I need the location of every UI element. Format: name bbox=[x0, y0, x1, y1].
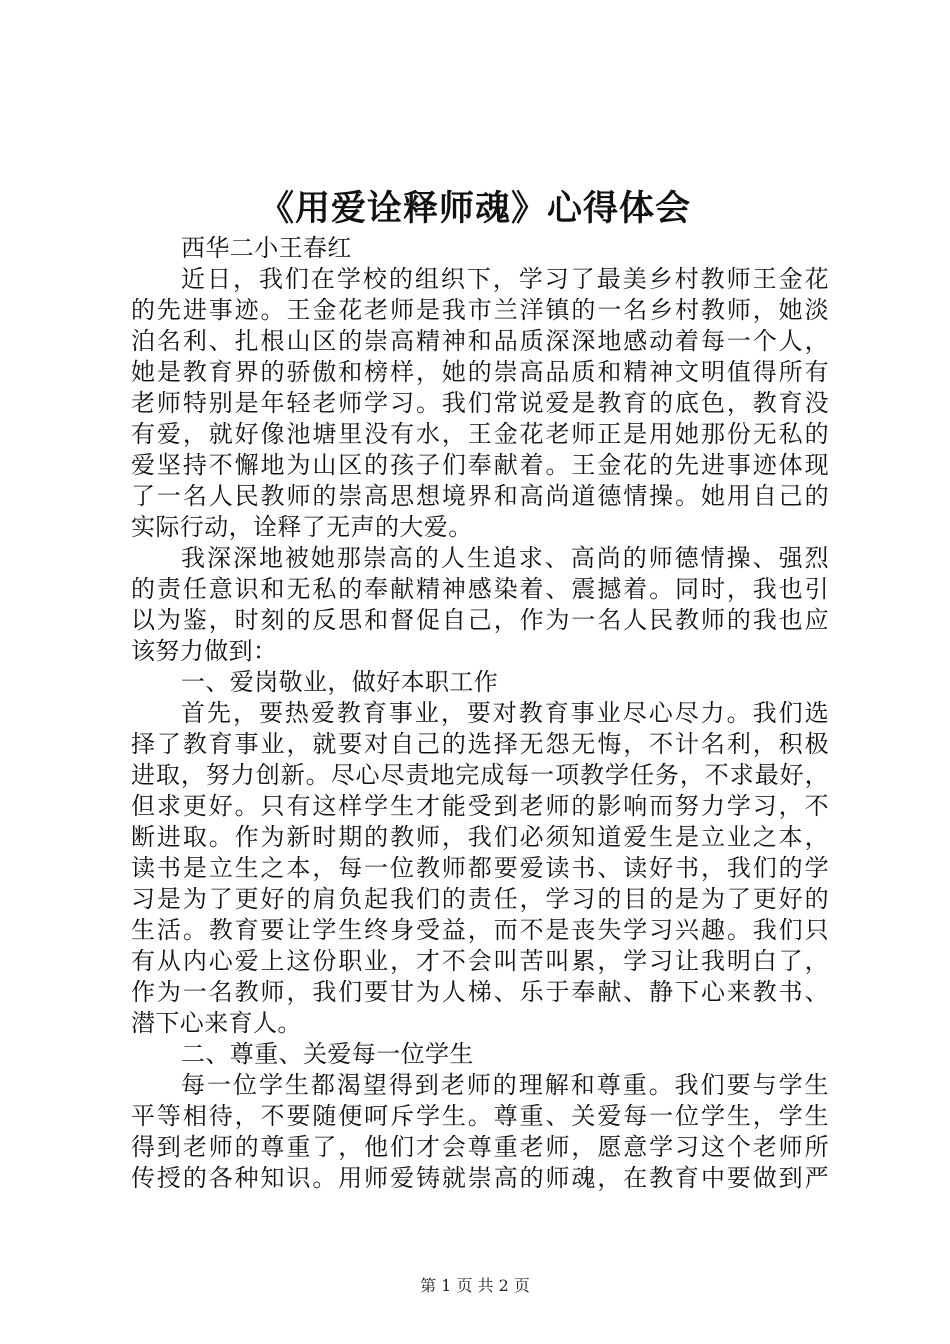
section-heading: 二、尊重、关爱每一位学生 bbox=[181, 1040, 474, 1068]
body-lines bbox=[131, 264, 829, 1194]
text-line: 泊名利、扎根山区的崇高精神和品质深深地感动着每一个人， bbox=[131, 327, 829, 355]
text-line: 断进取。作为新时期的教师，我们必须知道爱生是立业之本， bbox=[131, 823, 829, 851]
text-line: 老师特别是年轻老师学习。我们常说爱是教育的底色，教育没 bbox=[131, 389, 829, 417]
text-line: 传授的各种知识。用师爱铸就崇高的师魂，在教育中要做到严 bbox=[131, 1164, 829, 1192]
text-line: 该努力做到： bbox=[131, 637, 278, 665]
text-line: 近日，我们在学校的组织下，学习了最美乡村教师王金花 bbox=[181, 265, 829, 293]
section-heading: 一、爱岗敬业，做好本职工作 bbox=[181, 668, 499, 696]
document-title: 《用爱诠释师魂》心得体会 bbox=[258, 189, 691, 229]
text-line: 她是教育界的骄傲和榜样，她的崇高品质和精神文明值得所有 bbox=[131, 358, 829, 386]
text-line: 的先进事迹。王金花老师是我市兰洋镇的一名乡村教师，她淡 bbox=[131, 296, 829, 324]
text-line: 了一名人民教师的崇高思想境界和高尚道德情操。她用自己的 bbox=[131, 482, 829, 510]
author-line: 西华二小王春红 bbox=[181, 234, 352, 262]
text-line: 实际行动，诠释了无声的大爱。 bbox=[131, 513, 473, 541]
document-body bbox=[131, 233, 829, 1194]
text-line: 得到老师的尊重了，他们才会尊重老师，愿意学习这个老师所 bbox=[131, 1133, 829, 1161]
text-line: 生活。教育要让学生终身受益，而不是丧失学习兴趣。我们只 bbox=[131, 916, 829, 944]
text-line: 进取，努力创新。尽心尽责地完成每一项教学任务，不求最好， bbox=[131, 761, 829, 789]
text-line: 习是为了更好的肩负起我们的责任，学习的目的是为了更好的 bbox=[131, 885, 829, 913]
page-footer: 第 1 页 共 2 页 bbox=[420, 1276, 530, 1295]
text-line: 择了教育事业，就要对自己的选择无怨无悔，不计名利，积极 bbox=[131, 730, 829, 758]
text-line: 潜下心来育人。 bbox=[131, 1009, 302, 1037]
text-line: 平等相待，不要随便呵斥学生。尊重、关爱每一位学生，学生 bbox=[131, 1102, 829, 1130]
text-line: 但求更好。只有这样学生才能受到老师的影响而努力学习，不 bbox=[131, 792, 829, 820]
text-line: 有爱，就好像池塘里没有水，王金花老师正是用她那份无私的 bbox=[131, 420, 829, 448]
text-line: 有从内心爱上这份职业，才不会叫苦叫累，学习让我明白了， bbox=[131, 947, 829, 975]
text-line: 我深深地被她那崇高的人生追求、高尚的师德情操、强烈 bbox=[181, 544, 829, 572]
text-line: 每一位学生都渴望得到老师的理解和尊重。我们要与学生 bbox=[181, 1071, 829, 1099]
text-line: 作为一名教师，我们要甘为人梯、乐于奉献、静下心来教书、 bbox=[131, 978, 829, 1006]
text-line: 爱坚持不懈地为山区的孩子们奉献着。王金花的先进事迹体现 bbox=[131, 451, 829, 479]
text-line: 读书是立生之本，每一位教师都要爱读书、读好书，我们的学 bbox=[131, 854, 829, 882]
text-line: 以为鉴，时刻的反思和督促自己，作为一名人民教师的我也应 bbox=[131, 606, 829, 634]
text-line: 首先，要热爱教育事业，要对教育事业尽心尽力。我们选 bbox=[181, 699, 829, 727]
text-line: 的责任意识和无私的奉献精神感染着、震撼着。同时，我也引 bbox=[131, 575, 829, 603]
